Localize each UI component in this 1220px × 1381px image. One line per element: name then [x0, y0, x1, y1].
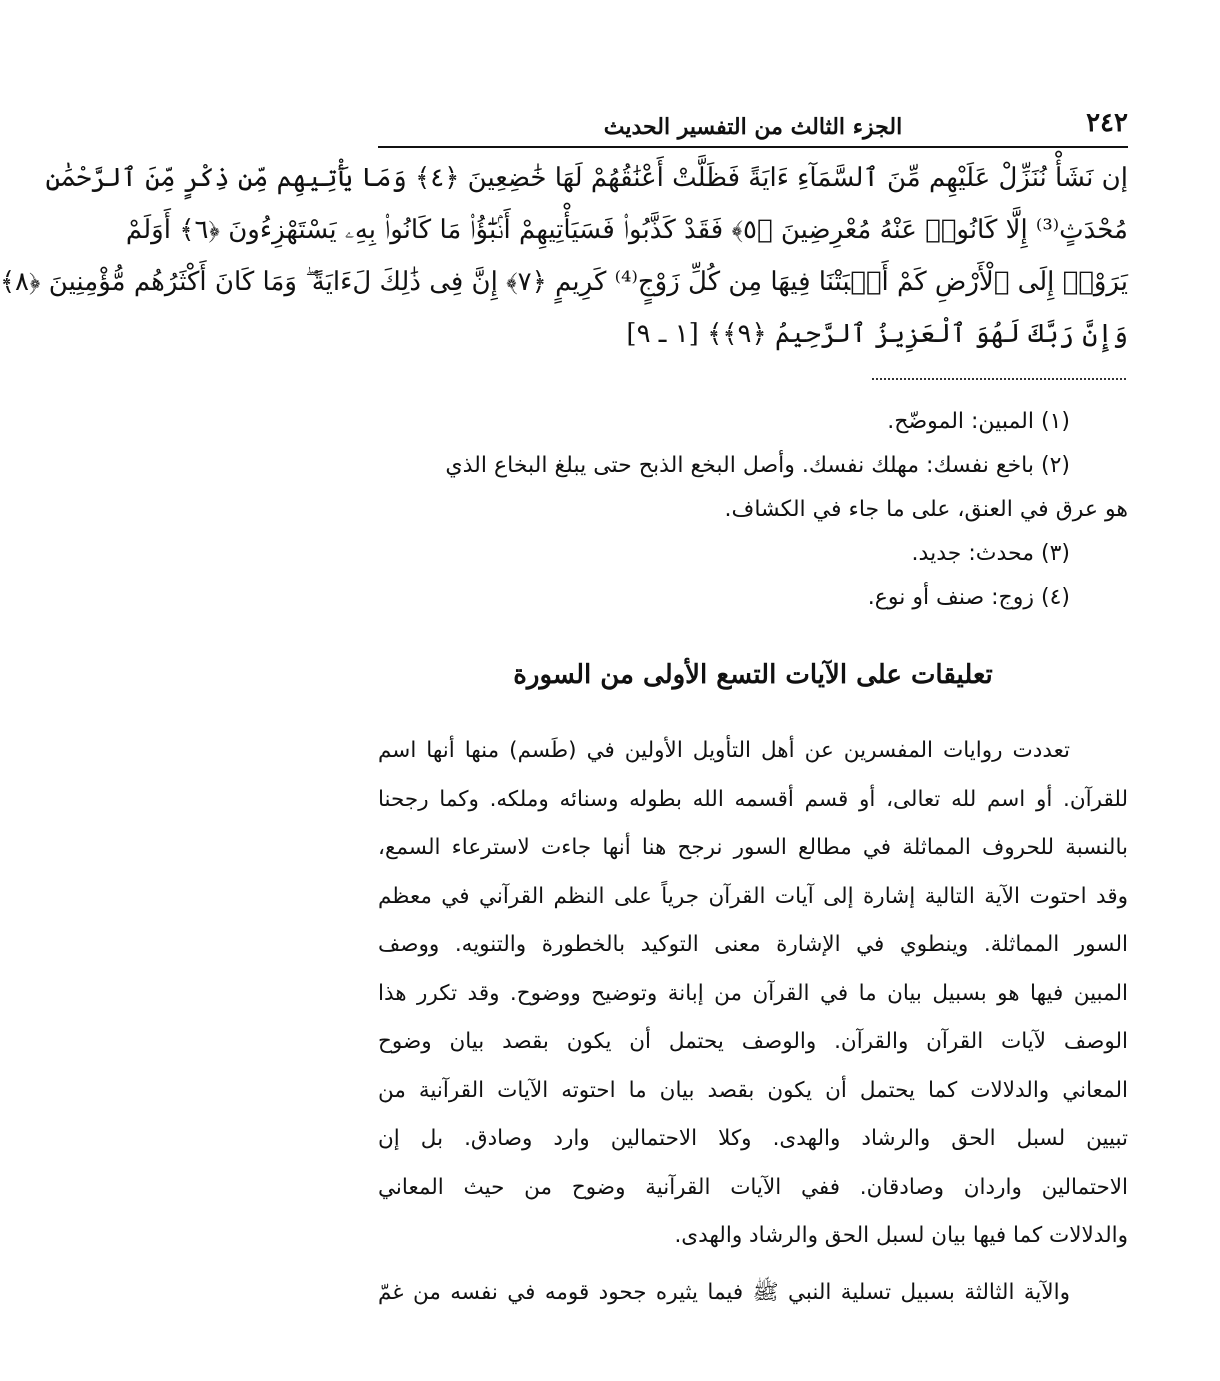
page-number: ٢٤٢: [1086, 108, 1128, 138]
footnote: (٣) محدث: جديد.: [911, 541, 1070, 566]
quran-line: وَإِنَّ رَبَّكَ لَهُوَ ٱلْعَزِيزُ ٱلرَّحِيمُ ﴿٩﴾﴾ [١ ـ ٩]: [626, 319, 1128, 349]
quran-verses: [0, 152, 1128, 360]
running-title: الجزء الثالث من التفسير الحديث: [603, 114, 903, 140]
footnote-separator: [872, 378, 1126, 380]
section-title: تعليقات على الآيات التسع الأولى من السورة: [513, 660, 993, 690]
body-line: تعددت روايات المفسرين عن أهل التأويل الأولين في (طَسم) منها أنها اسم: [378, 738, 1070, 763]
body-line: المعاني والدلالات كما يحتمل أن يكون بقصد بيان ما احتوته الآيات القرآنية من: [378, 1077, 1128, 1103]
body-line: الوصف لآيات القرآن والقرآن. والوصف يحتمل أن يكون بقصد بيان وضوح: [378, 1029, 1128, 1054]
body-line: للقرآن. أو اسم لله تعالى، أو قسم أقسمه الله بطوله وسنائه وملكه. وكما رجحنا: [378, 786, 1128, 812]
body-line: والدلالات كما فيها بيان لسبل الحق والرشاد والهدى.: [674, 1223, 1128, 1248]
body-line: الاحتمالين واردان وصادقان. ففي الآيات القرآنية وضوح من حيث المعاني: [378, 1174, 1128, 1200]
header-rule: [378, 146, 1128, 148]
footnotes: [378, 400, 1128, 620]
footnote: (١) المبين: الموضّح.: [887, 409, 1070, 434]
quran-line: يَرَوْا۟ إِلَى ٱلْأَرْضِ كَمْ أَنۢبَتْنَا فِيهَا مِن كُلِّ زَوْجٍ⁽⁴⁾ كَرِيمٍ ﴿٧﴾ إِنَّ فِى ذَٰلِكَ لَءَايَةً ۖ وَمَا كَانَ أَكْثَرُهُم مُّؤْمِنِينَ ﴿٨﴾: [0, 267, 1128, 297]
commentary-body: [378, 727, 1128, 1317]
body-line: وقد احتوت الآية التالية إشارة إلى آيات القرآن جرياً على النظم القرآني في معظم: [378, 883, 1128, 909]
quran-line: إن نَشَأْ نُنَزِّلْ عَلَيْهِم مِّنَ ٱلسَّمَآءِ ءَايَةً فَظَلَّتْ أَعْنَٰقُهُمْ لَهَا خَٰضِعِينَ ﴿٤﴾ وَمَا يَأْتِيهِم مِّن ذِكْرٍ مِّنَ ٱلرَّحْمَٰنِ: [45, 163, 1128, 193]
body-line: تبيين لسبل الحق والرشاد والهدى. وكلا الاحتمالين وارد وصادق. بل إن: [378, 1126, 1128, 1151]
footnote-continuation: هو عرق في العنق، على ما جاء في الكشاف.: [724, 497, 1128, 522]
footnote: (٢) باخع نفسك: مهلك نفسك. وأصل البخع الذبح حتى يبلغ البخاع الذي: [445, 453, 1070, 478]
body-line: بالنسبة للحروف المماثلة في مطالع السور نرجح هنا أنها جاءت لاسترعاء السمع،: [378, 835, 1128, 860]
body-line: السور المماثلة. وينطوي في الإشارة معنى التوكيد بالخطورة والتنويه. ووصف: [378, 932, 1128, 957]
page-header: [378, 104, 1128, 144]
quran-line: مُحْدَثٍ⁽³⁾ إِلَّا كَانُوا۟ عَنْهُ مُعْرِضِينَ ﴿٥﴾ فَقَدْ كَذَّبُوا۟ فَسَيَأْتِيهِمْ أَنۢبَٰٓؤُا۟ مَا كَانُوا۟ بِهِۦ يَسْتَهْزِءُونَ ﴿٦﴾ أَوَلَمْ: [125, 215, 1128, 245]
footnote: (٤) زوج: صنف أو نوع.: [867, 585, 1070, 610]
body-line: والآية الثالثة بسبيل تسلية النبي ﷺ فيما يثيره جحود قومه في نفسه من غمّ: [378, 1279, 1070, 1305]
body-line: المبين فيها هو بسبيل بيان ما في القرآن من إبانة وتوضيح ووضوح. وقد تكرر هذا: [378, 980, 1128, 1006]
